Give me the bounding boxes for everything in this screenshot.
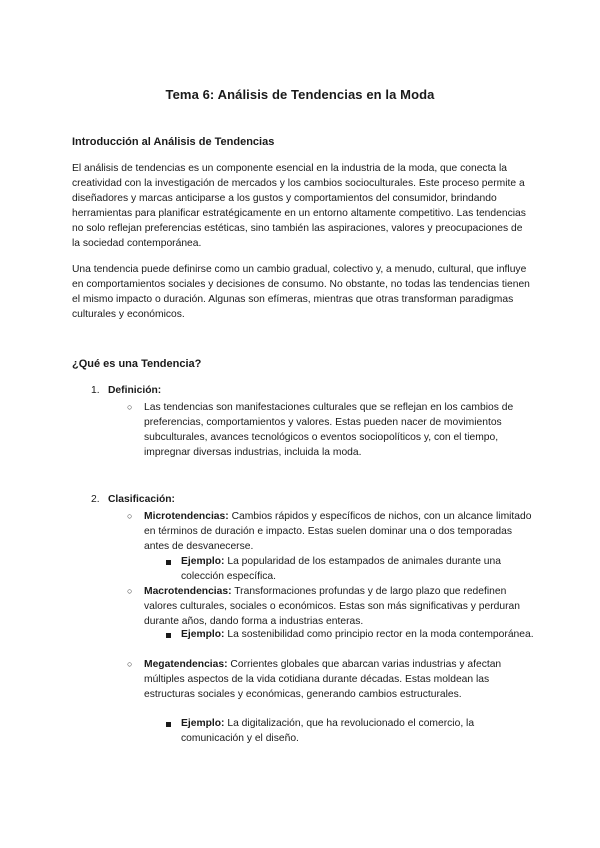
macro-example-text: La sostenibilidad como principio rector en la moda contemporánea.: [227, 629, 534, 640]
list-number-2: 2.: [91, 494, 100, 505]
intro-paragraph-1-text: El análisis de tendencias es un componente esencial en la industria de la moda, que conecta la creatividad con la investigación de mercados y los cambios socioculturales. Este proceso permite a diseñadores y marcas anticiparse a los gustos y comportamientos del consumidor, brindando herramientas para planificar estratégicamente en un entorno altamente competitivo. Las tendencias no solo reflejan preferencias estéticas, sino también las aspiraciones, valores y preocupaciones de la sociedad contemporánea.: [72, 163, 526, 249]
intro-paragraph-2-text: Una tendencia puede definirse como un cambio gradual, colectivo y, a menudo, cultural, que influye en comportamientos sociales y decisiones de consumo. No obstante, no todas las tendencias tienen el mismo impacto o duración. Algunas son efímeras, mientras que otras transforman paradigmas culturales y económicos.: [72, 264, 530, 320]
square-bullet-icon: [166, 633, 171, 638]
hollow-circle-bullet-icon: ○: [127, 511, 133, 521]
macro-example: [181, 627, 536, 642]
intro-heading: Introducción al Análisis de Tendencias: [72, 136, 275, 148]
micro-text: Cambios rápidos y específicos de nichos, con un alcance limitado en términos de duración e impacto. Estas suelen dominar una o dos temporadas antes de desvanecerse.: [144, 511, 532, 552]
intro-paragraph-1: [72, 161, 532, 251]
mega-example-text: La digitalización, que ha revolucionado el comercio, la comunicación y el diseño.: [181, 718, 475, 744]
mega-term: Megatendencias:: [144, 659, 228, 670]
micro-example-label: Ejemplo:: [181, 556, 225, 567]
hollow-circle-bullet-icon: ○: [127, 586, 133, 596]
list-number-1: 1.: [91, 385, 100, 396]
page-title: Tema 6: Análisis de Tendencias en la Moda: [165, 87, 435, 102]
mega-example-label: Ejemplo:: [181, 718, 225, 729]
classification-label: Clasificación:: [108, 494, 175, 505]
mega-bullet: [127, 657, 536, 702]
mega-text: Corrientes globales que abarcan varias industrias y afectan múltiples aspectos de la vida cotidiana durante décadas. Estas moldean las estructuras sociales y económicas, generando cambios estructurales.: [144, 659, 502, 700]
macro-term: Macrotendencias:: [144, 586, 232, 597]
intro-paragraph-2: [72, 262, 532, 322]
micro-example-text: La popularidad de los estampados de animales durante una colección específica.: [181, 556, 501, 582]
definition-bullet: [127, 400, 536, 460]
definition-label: Definición:: [108, 385, 162, 396]
section-heading: ¿Qué es una Tendencia?: [72, 358, 202, 370]
macro-example-label: Ejemplo:: [181, 629, 225, 640]
square-bullet-icon: [166, 722, 171, 727]
hollow-circle-bullet-icon: ○: [127, 402, 133, 412]
micro-example: [181, 554, 536, 584]
definition-text: Las tendencias son manifestaciones culturales que se reflejan en los cambios de preferencias, comportamientos y valores. Estas pueden nacer de movimientos subculturales, avances tecnológicos o eventos sociopolíticos y, con el tiempo, impregnar diversas industrias, incluida la moda.: [144, 402, 514, 458]
micro-term: Microtendencias:: [144, 511, 229, 522]
hollow-circle-bullet-icon: ○: [127, 659, 133, 669]
micro-bullet: [127, 509, 536, 554]
macro-text: Transformaciones profundas y de largo plazo que redefinen valores culturales, sociales o económicos. Estas son más significativas y perduran durante años, dando forma a industrias enteras.: [144, 586, 521, 627]
macro-bullet: [127, 584, 536, 629]
square-bullet-icon: [166, 560, 171, 565]
mega-example: [181, 716, 536, 746]
